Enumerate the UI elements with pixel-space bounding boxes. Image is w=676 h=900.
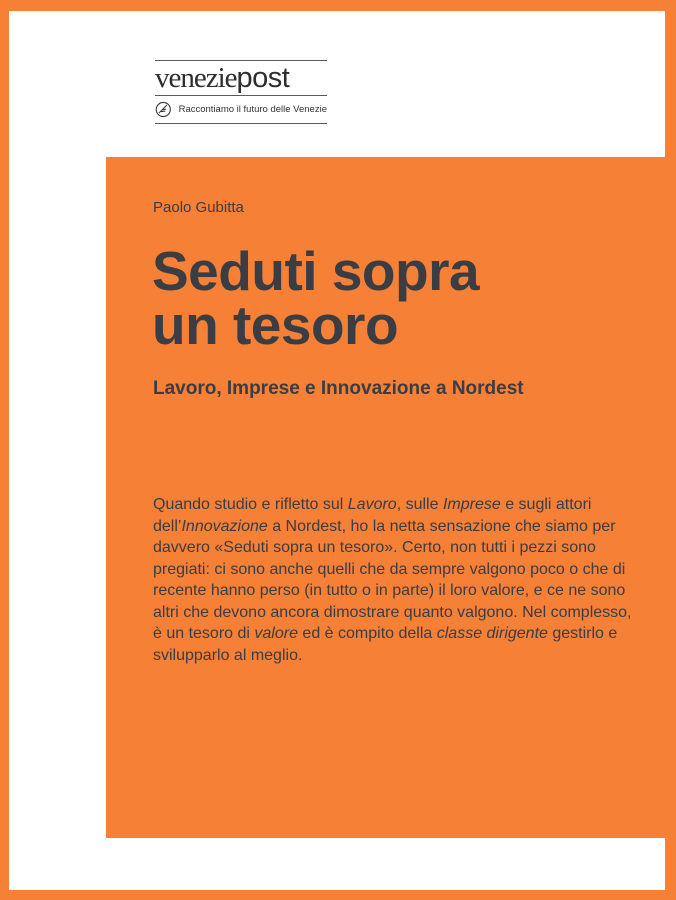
body-emphasis: Imprese — [442, 496, 501, 513]
body-emphasis: classe dirigente — [436, 625, 548, 642]
title-line-2: un tesoro — [152, 294, 399, 356]
body-segment: gestirlo e svilupparlo al meglio. — [153, 625, 618, 664]
author-name: Paolo Gubitta — [153, 199, 244, 216]
intro-paragraph — [153, 494, 638, 666]
logo-middle-rule — [155, 95, 327, 96]
body-emphasis: valore — [254, 625, 298, 642]
body-segment: e sugli attori dell’ — [153, 496, 592, 535]
logo-tagline: Raccontiamo il futuro delle Venezie — [178, 103, 327, 115]
page-subtitle: Lavoro, Imprese e Innovazione a Nordest — [153, 378, 524, 399]
logo-tag-row — [155, 99, 327, 119]
logo-bottom-rule — [155, 123, 327, 124]
body-segment: , sulle — [396, 496, 443, 513]
title-line-1: Seduti sopra — [152, 240, 480, 302]
page-title — [152, 240, 652, 356]
logo-wordmark — [155, 61, 327, 95]
body-segment: a Nordest, ho la netta sensazione che siamo per davvero «Seduti sopra un tesoro». Certo, non tutti i pezzi sono pregiati: ci sono anche quelli che da sempre valgono poco o che di recente hanno perso (in tutto o in parte) il loro valore, e ce ne sono altri che devono ancora dimostrare quanto valgono. Nel complesso, è un tesoro di — [153, 517, 632, 642]
feather-in-circle-icon — [155, 101, 172, 118]
logo-wordmark-part1: venezie — [155, 62, 237, 94]
publisher-logo — [155, 60, 327, 124]
body-segment: ed è compito della — [297, 625, 437, 642]
logo-wordmark-part2: post — [236, 62, 290, 94]
body-segment: Quando studio e rifletto sul — [153, 496, 348, 513]
body-emphasis: Lavoro — [347, 496, 397, 513]
body-emphasis: Innovazione — [181, 517, 268, 535]
